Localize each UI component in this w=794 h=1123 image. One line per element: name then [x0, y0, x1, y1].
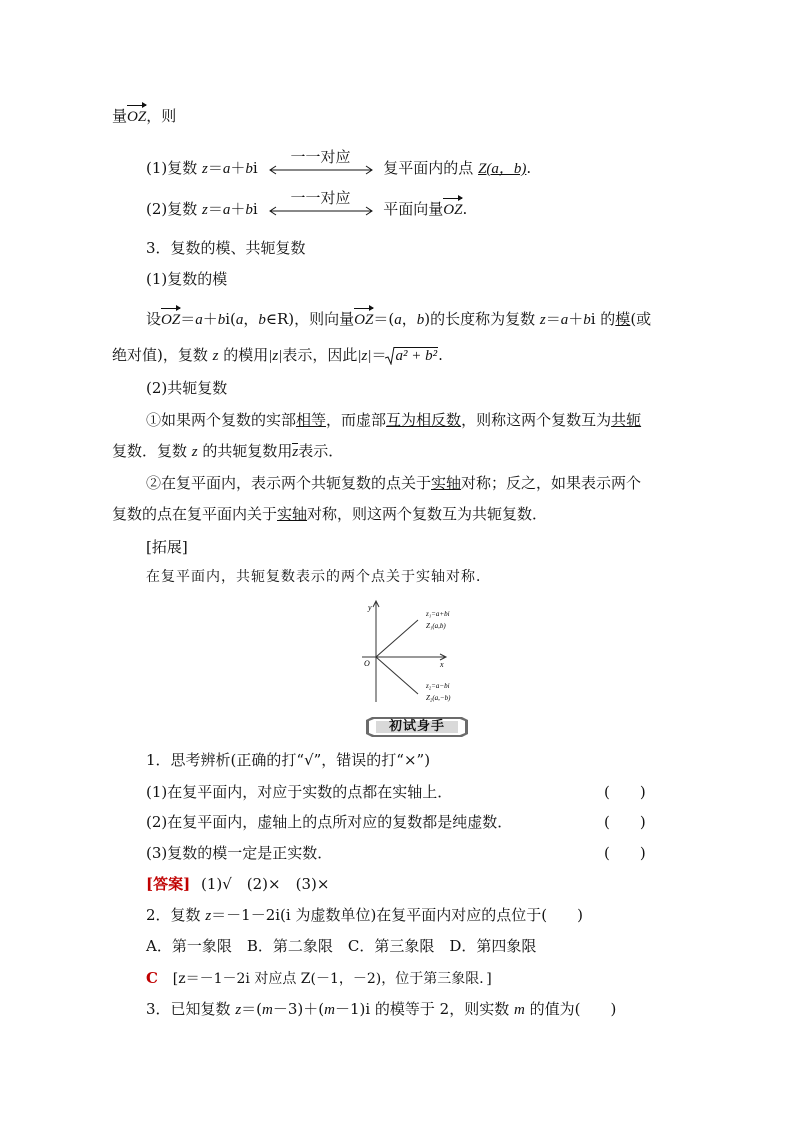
underlined-term: 相等 — [296, 411, 327, 429]
extension-title: [拓展] — [146, 538, 188, 556]
arrow-label: 一一对应 — [290, 148, 351, 166]
item-number: (1)复数 — [146, 159, 203, 177]
point-z: Z(a，b) — [478, 161, 527, 177]
var-m: m — [324, 1002, 335, 1018]
text: 对称，则这两个复数互为共轭复数． — [307, 505, 548, 523]
section-banner — [366, 717, 468, 737]
underlined-term: 互为相反数 — [386, 411, 462, 429]
text: ∈R)，则向量 — [265, 310, 355, 328]
text: ②在复平面内，表示两个共轭复数的点关于 — [146, 474, 432, 492]
text: 表示，因此 — [282, 346, 358, 364]
var-a: a — [195, 312, 203, 328]
var-b: b — [583, 312, 591, 328]
text: －1)i 的模等于 2，则实数 — [334, 1000, 514, 1018]
var-b: b — [245, 161, 253, 177]
var-b: b — [245, 202, 253, 218]
var-z: z — [191, 444, 198, 460]
radical-icon — [385, 347, 395, 365]
abs-z: |z| — [268, 348, 283, 364]
conjugate-diagram — [354, 598, 466, 708]
text: i( — [225, 310, 236, 328]
var-z: z — [205, 908, 212, 924]
text: 平面向量 — [383, 200, 444, 218]
text: ，则 — [146, 107, 177, 125]
text: 3．已知复数 — [146, 1000, 236, 1018]
text: ①如果两个复数的实部 — [146, 411, 297, 429]
var-z: z — [235, 1002, 242, 1018]
text: 的共轭复数用 — [197, 442, 293, 460]
q1-answer — [146, 874, 329, 894]
var-b: b — [217, 312, 226, 328]
q1-item-3: (3)复数的模一定是正实数． — [146, 844, 333, 862]
section-3-title: 3．复数的模、共轭复数 — [146, 239, 306, 257]
text: ＝ — [207, 159, 223, 177]
conjugate-line-3 — [146, 473, 641, 493]
var-z: z — [202, 161, 208, 177]
vector-oz: OZ — [127, 109, 147, 125]
text: 的值为( ) — [524, 1000, 617, 1018]
text: ＝－1－2i(i 为虚数单位)在复平面内对应的点位于( ) — [211, 906, 584, 924]
underlined-term: 共轭 — [611, 411, 642, 429]
q1-item-2-blank: ( ) — [604, 813, 646, 831]
text: 量 — [112, 107, 128, 125]
conjugate-line-2 — [112, 441, 343, 462]
vector-z2 — [376, 657, 418, 694]
var-z: z — [212, 348, 219, 364]
q1-item-1: (1)在复平面内，对应于实数的点都在实轴上． — [146, 783, 453, 801]
text: ＋ — [230, 159, 246, 177]
q3-stem — [146, 999, 616, 1020]
text: . — [526, 159, 532, 177]
var-b: b — [416, 312, 425, 328]
banner-title: 初试身手 — [388, 719, 445, 734]
radicand: a² + b² — [395, 348, 438, 364]
var-z: z — [202, 202, 208, 218]
text: 绝对值)，复数 — [112, 346, 213, 364]
q2-options: A．第一象限 B．第二象限 C．第三象限 D．第四象限 — [146, 937, 537, 955]
var-m: m — [514, 1002, 525, 1018]
abs-z: |z| — [357, 348, 372, 364]
text: －3)＋( — [272, 1000, 325, 1018]
text: ＝( — [241, 1000, 263, 1018]
text: . — [462, 200, 468, 218]
text: )的长度称为复数 — [424, 310, 540, 328]
conjugate-line-1 — [146, 410, 641, 430]
sqrt-expression — [386, 345, 438, 366]
q1-stem: 1．思考辨析(正确的打“√”，错误的打“×”) — [146, 751, 431, 769]
answer-tag: [答案] — [146, 875, 191, 893]
text: 表示． — [298, 442, 344, 460]
vector-intro-line — [112, 106, 176, 127]
underlined-term: 实轴 — [431, 474, 462, 492]
vector-oz: OZ — [354, 312, 374, 328]
double-arrow — [267, 189, 375, 220]
section-3-2-title: (2)共轭复数 — [146, 379, 228, 397]
text: 复平面内的点 — [383, 159, 479, 177]
item-number: (2)复数 — [146, 200, 203, 218]
q1-item-3-blank: ( ) — [604, 844, 646, 862]
text: ＋ — [230, 200, 246, 218]
double-arrow — [267, 148, 375, 179]
text: ， — [243, 310, 259, 328]
var-z: z — [539, 312, 546, 328]
var-a: a — [235, 312, 244, 328]
q1-item-1-blank: ( ) — [604, 783, 646, 801]
section-3-1-title: (1)复数的模 — [146, 270, 228, 288]
q2-stem — [146, 905, 583, 926]
text: . — [438, 346, 443, 364]
var-a: a — [222, 161, 231, 177]
modulus-line-2 — [112, 345, 443, 366]
text: i — [252, 200, 258, 218]
underlined-term: 实轴 — [277, 505, 308, 523]
text: ＝ — [180, 310, 196, 328]
x-label: x — [440, 660, 444, 669]
text: 2．复数 — [146, 906, 206, 924]
text: ，而虚部 — [326, 411, 387, 429]
text: ＋ — [202, 310, 218, 328]
double-arrow-icon — [267, 200, 375, 220]
origin-label: O — [364, 659, 370, 668]
answer-text: [z＝－1－2i 对应点 Z(－1，－2)，位于第三象限．] — [172, 971, 492, 987]
text: ＝ — [371, 346, 387, 364]
q1-item-2: (2)在复平面内，虚轴上的点所对应的复数都是纯虚数． — [146, 813, 513, 831]
vector-oz: OZ — [443, 202, 463, 218]
q2-answer — [146, 968, 492, 989]
text: ， — [401, 310, 417, 328]
text: i — [252, 159, 258, 177]
var-a: a — [394, 312, 402, 328]
z-conjugate: z — [292, 444, 299, 460]
extension-text: 在复平面内，共轭复数表示的两个点关于实轴对称． — [146, 569, 491, 585]
answer-text: (1)√ (2)× (3)× — [200, 875, 330, 893]
var-b: b — [258, 312, 266, 328]
vector-z1 — [376, 620, 418, 657]
z1-label: z₁=a+bi — [426, 610, 450, 618]
text: i 的 — [590, 310, 616, 328]
z2-label: z₂=a−bi — [426, 682, 450, 690]
text: 对称；反之，如果表示两个 — [461, 474, 642, 492]
var-a: a — [560, 312, 569, 328]
text: ＝( — [373, 310, 395, 328]
y-label: y — [368, 603, 372, 612]
Z2-point-label: Z₂(a,−b) — [426, 694, 451, 702]
modulus-line-1 — [146, 309, 651, 330]
answer-letter: C — [146, 969, 158, 987]
correspondence-1 — [146, 148, 532, 179]
text: 复数的点在复平面内关于 — [112, 505, 278, 523]
text: ＋ — [568, 310, 584, 328]
var-m: m — [262, 1002, 273, 1018]
text: 设 — [146, 310, 162, 328]
text: (或 — [630, 310, 652, 328]
double-arrow-icon — [267, 159, 375, 179]
correspondence-2 — [146, 189, 468, 220]
text: ＝ — [207, 200, 223, 218]
text: 的模用 — [218, 346, 269, 364]
underlined-term: 模 — [615, 310, 631, 328]
var-a: a — [222, 202, 231, 218]
Z1-point-label: Z₁(a,b) — [426, 622, 446, 630]
text: 复数．复数 — [112, 442, 192, 460]
conjugate-line-4 — [112, 504, 547, 524]
vector-oz: OZ — [161, 312, 181, 328]
text: ，则称这两个复数互为 — [461, 411, 612, 429]
text: ＝ — [545, 310, 561, 328]
arrow-label: 一一对应 — [290, 189, 351, 207]
